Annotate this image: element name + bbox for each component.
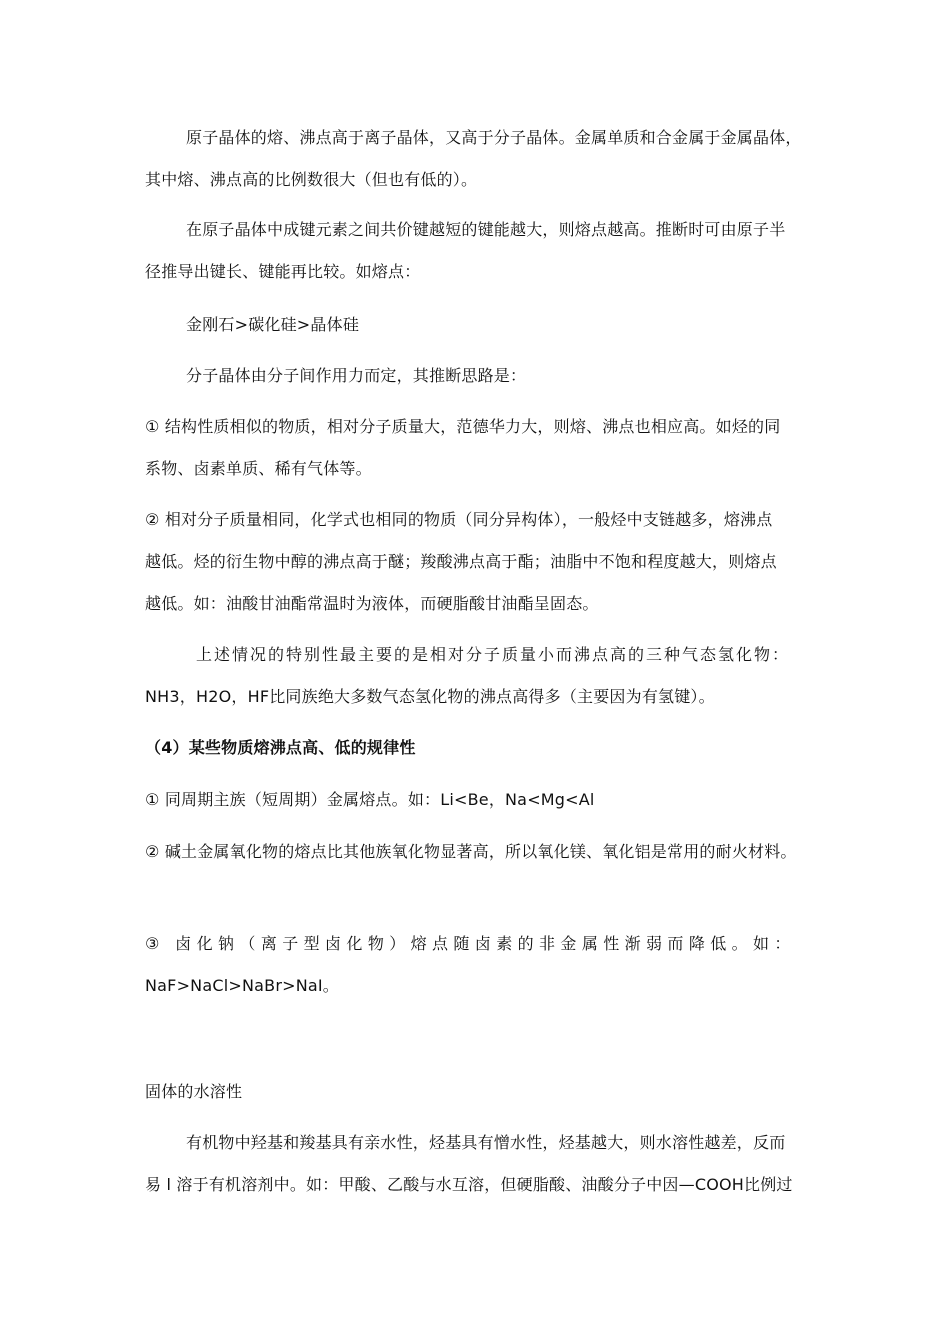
section-heading: （4）某些物质熔沸点高、低的规律性	[145, 738, 416, 757]
paragraph-line: ② 碱土金属氧化物的熔点比其他族氧化物显著高，所以氧化镁、氧化铝是常用的耐火材料。	[145, 842, 797, 861]
paragraph-line: 有机物中羟基和羧基具有亲水性，烃基具有憎水性，烃基越大，则水溶性越差，反而	[186, 1133, 786, 1152]
paragraph-line: 分子晶体由分子间作用力而定，其推断思路是：	[186, 366, 527, 385]
paragraph-line: 上述情况的特别性最主要的是相对分子质量小而沸点高的三种气态氢化物：	[196, 645, 791, 664]
paragraph-line: 其中熔、沸点高的比例数很大（但也有低的）。	[145, 170, 478, 189]
paragraph-line: 原子晶体的熔、沸点高于离子晶体，又高于分子晶体。金属单质和合金属于金属晶体，	[186, 128, 802, 147]
paragraph-line: 径推导出键长、键能再比较。如熔点：	[145, 262, 421, 281]
paragraph-line: 越低。如：油酸甘油酯常温时为液体，而硬脂酸甘油酯呈固态。	[145, 594, 599, 613]
paragraph-line: 系物、卤素单质、稀有气体等。	[145, 459, 372, 478]
paragraph-line: 越低。烃的衍生物中醇的沸点高于醚；羧酸沸点高于酯；油脂中不饱和程度越大，则熔点	[145, 552, 777, 571]
paragraph-line: ① 同周期主族（短周期）金属熔点。如：Li<Be，Na<Mg<Al	[145, 790, 595, 809]
paragraph-line: 在原子晶体中成键元素之间共价键越短的键能越大，则熔点越高。推断时可由原子半	[186, 220, 786, 239]
paragraph-line: ① 结构性质相似的物质，相对分子质量大，范德华力大，则熔、沸点也相应高。如烃的同	[145, 417, 781, 436]
paragraph-line: NH3，H2O，HF比同族绝大多数气态氢化物的沸点高得多（主要因为有氢键）。	[145, 687, 715, 706]
paragraph-line: 金刚石>碳化硅>晶体硅	[186, 315, 360, 334]
paragraph-line: ② 相对分子质量相同，化学式也相同的物质（同分异构体），一般烃中支链越多，熔沸点	[145, 510, 773, 529]
paragraph-line: NaF>NaCl>NaBr>NaI。	[145, 976, 340, 995]
section-heading: 固体的水溶性	[145, 1082, 243, 1101]
paragraph-line: ③ 卤化钠（离子型卤化物）熔点随卤素的非金属性渐弱而降低。如：	[145, 934, 796, 953]
paragraph-line: 易 l 溶于有机溶剂中。如：甲酸、乙酸与水互溶，但硬脂酸、油酸分子中因—COOH比例过	[145, 1175, 793, 1194]
